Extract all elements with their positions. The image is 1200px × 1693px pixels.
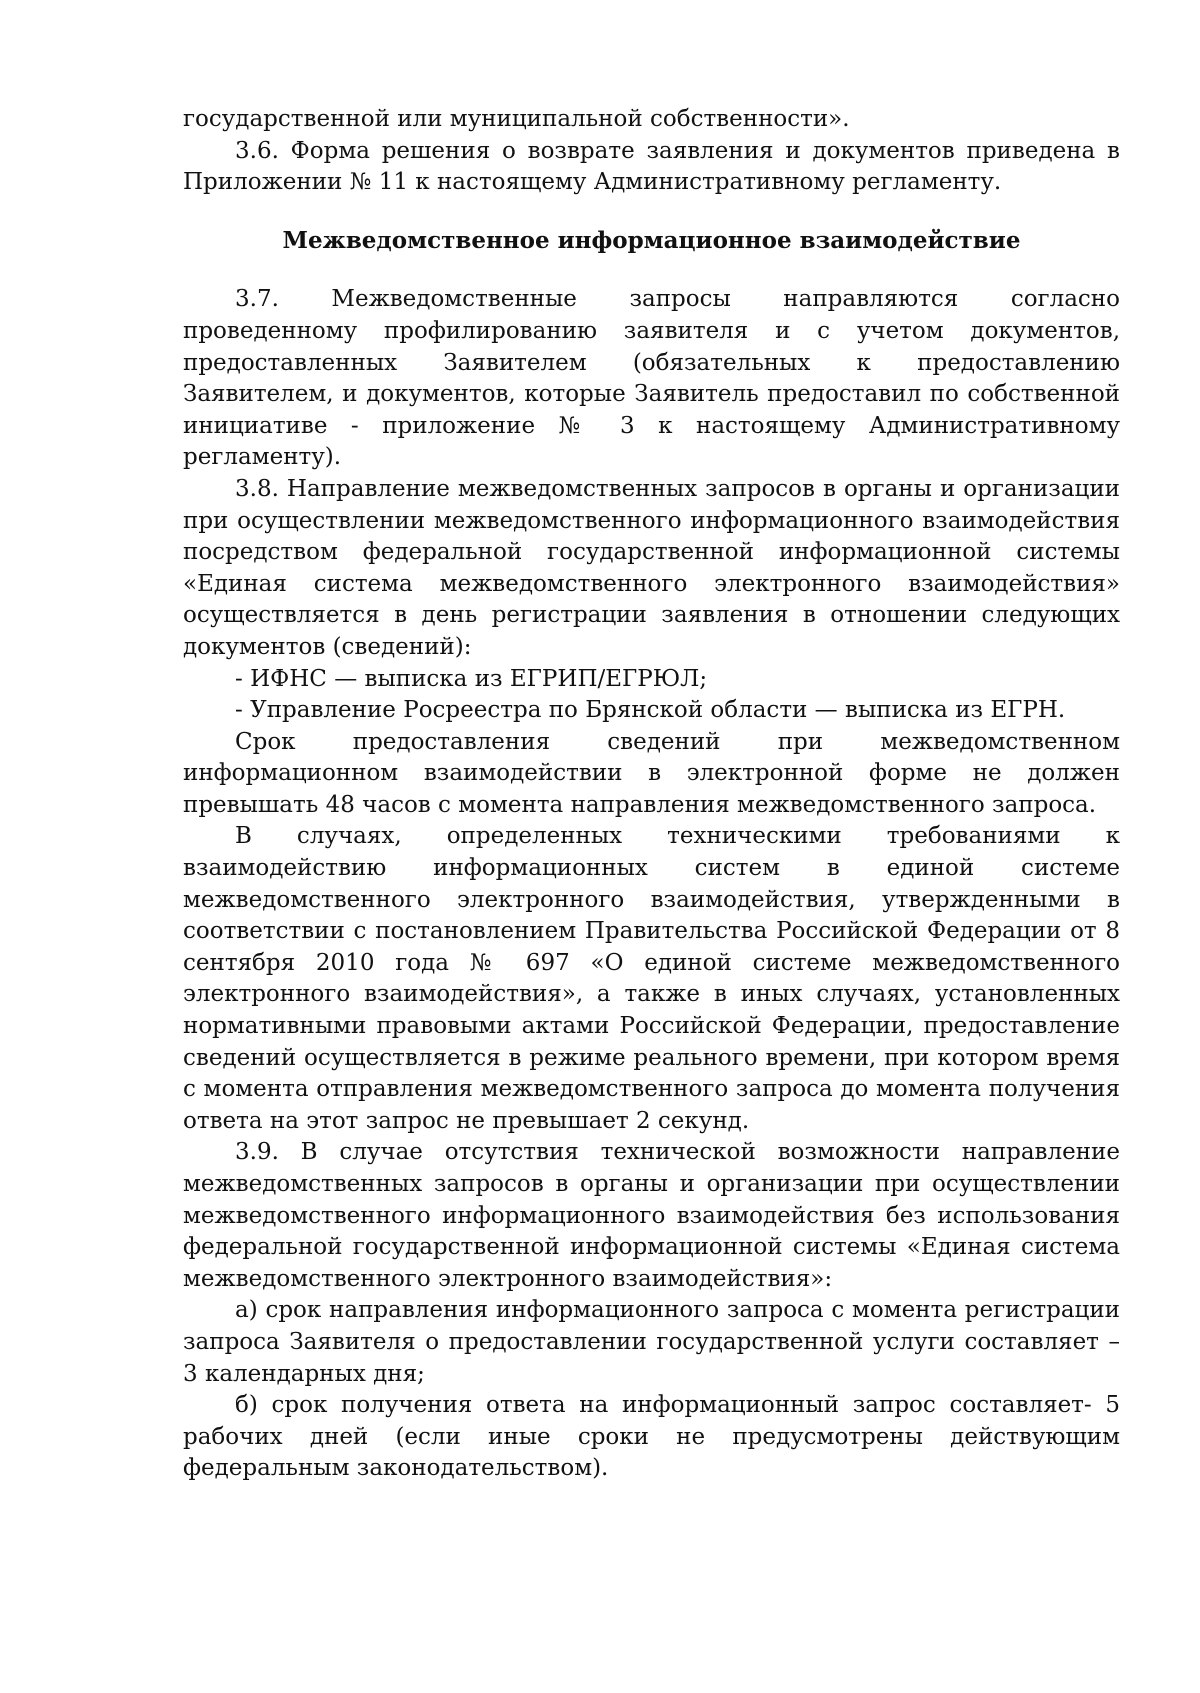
list-item-ifns: - ИФНС — выписка из ЕГРИП/ЕГРЮЛ; (235, 665, 708, 692)
paragraph-deadline: Срок предоставления сведений при межведомственном информационном взаимодействии в электронной форме не должен превышать 48 часов с момента направления межведомственного запроса. (183, 728, 1120, 818)
paragraph-3-8: 3.8. Направление межведомственных запросов в органы и организации при осуществлении межведомственного информационного взаимодействия посредством федеральной государственной информационной системы «Единая система межведомственного электронного взаимодействия» осуществляется в день регистрации заявления в отношении следующих документов (сведений): (183, 475, 1120, 660)
list-item-a: а) срок направления информационного запроса с момента регистрации запроса Заявителя о предоставлении государственной услуги составляет – 3 календарных дня; (183, 1297, 1120, 1387)
list-item-b: б) срок получения ответа на информационный запрос составляет- 5 рабочих дней (если иные сроки не предусмотрены действующим федеральным законодательством). (183, 1392, 1120, 1482)
paragraph-continuation: государственной или муниципальной собственности». (183, 106, 850, 132)
document-page (183, 104, 1120, 1485)
paragraph-real-time: В случаях, определенных техническими требованиями к взаимодействию информационных систем в единой системе межведомственного электронного взаимодействия, утвержденными в соответствии с постановлением Правительства Российской Федерации от 8 сентября 2010 года № 697 «О единой системе межведомственного электронного взаимодействия», а также в иных случаях, установленных нормативными правовыми актами Российской Федерации, предоставление сведений осуществляется в режиме реального времени, при котором время с момента отправления межведомственного запроса до момента получения ответа на этот запрос не превышает 2 секунд. (183, 823, 1120, 1134)
list-item-rosreestr: - Управление Росреестра по Брянской области — выписка из ЕГРН. (235, 697, 1066, 724)
section-heading: Межведомственное информационное взаимодействие (282, 226, 1021, 254)
paragraph-3-7: 3.7. Межведомственные запросы направляются согласно проведенному профилированию заявителя и с учетом документов, предоставленных Заявителем (обязательных к предоставлению Заявителем, и документов, которые Заявитель предоставил по собственной инициативе - приложение № 3 к настоящему Административному регламенту). (183, 286, 1120, 471)
paragraph-3-6: 3.6. Форма решения о возврате заявления и документов приведена в Приложении № 11 к настоящему Административному регламенту. (183, 137, 1120, 196)
paragraph-3-9: 3.9. В случае отсутствия технической возможности направление межведомственных запросов в органы и организации при осуществлении межведомственного информационного взаимодействия без использования федеральной государственной информационной системы «Единая система межведомственного электронного взаимодействия»: (183, 1139, 1120, 1292)
